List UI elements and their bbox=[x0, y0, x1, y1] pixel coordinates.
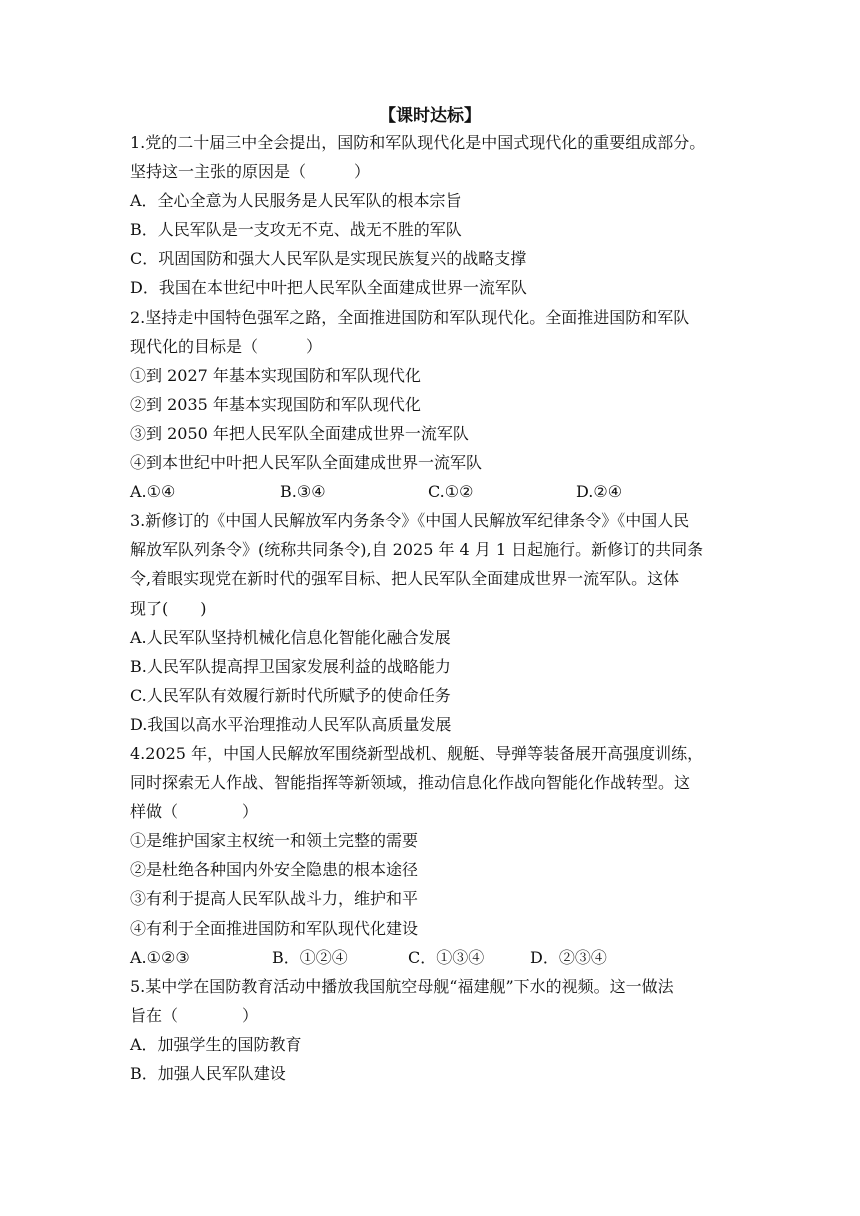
q3-option-b: B.人民军队提高捍卫国家发展利益的战略能力 bbox=[130, 656, 451, 676]
q4-statement-2: ②是杜绝各种国内外安全隐患的根本途径 bbox=[130, 860, 419, 880]
q5-stem-line-1: 5.某中学在国防教育活动中播放我国航空母舰“福建舰”下水的视频。这一做法 bbox=[130, 976, 674, 996]
q3-option-c: C.人民军队有效履行新时代所赋予的使命任务 bbox=[130, 685, 451, 705]
q4-stem-line-3: 样做（ ） bbox=[130, 802, 259, 822]
q3-stem-line-2: 解放军队列条令》(统称共同条令),自 2025 年 4 月 1 日起施行。新修订的共同条 bbox=[130, 540, 704, 560]
q4-option-d: D．②③④ bbox=[530, 947, 607, 967]
q4-option-b: B．①②④ bbox=[272, 947, 348, 967]
q4-stem-line-2: 同时探索无人作战、智能指挥等新领域，推动信息化作战向智能化作战转型。这 bbox=[130, 773, 691, 793]
q2-statement-3: ③到 2050 年把人民军队全面建成世界一流军队 bbox=[130, 423, 469, 443]
q2-statement-2: ②到 2035 年基本实现国防和军队现代化 bbox=[130, 394, 421, 414]
q5-option-a: A．加强学生的国防教育 bbox=[130, 1034, 302, 1054]
q4-options bbox=[130, 943, 740, 972]
q4-option-c: C．①③④ bbox=[408, 947, 485, 967]
page-title: 【课时达标】 bbox=[379, 106, 481, 126]
q4-option-a: A.①②③ bbox=[130, 947, 190, 967]
q2-option-b: B.③④ bbox=[280, 482, 326, 502]
q2-stem-line-2: 现代化的目标是（ ） bbox=[130, 336, 323, 356]
q2-stem-line-1: 2.坚持走中国特色强军之路，全面推进国防和军队现代化。全面推进国防和军队 bbox=[130, 307, 690, 327]
q5-option-b: B．加强人民军队建设 bbox=[130, 1064, 286, 1083]
q1-stem-line-2: 坚持这一主张的原因是（ ） bbox=[130, 162, 371, 182]
q1-stem-line-1: 1.党的二十届三中全会提出，国防和军队现代化是中国式现代化的重要组成部分。 bbox=[130, 133, 706, 152]
q3-option-a: A.人民军队坚持机械化信息化智能化融合发展 bbox=[130, 627, 451, 647]
q2-option-a: A.①④ bbox=[130, 482, 176, 502]
q3-stem-line-4: 现了( ) bbox=[130, 598, 207, 618]
q1-option-d: D．我国在本世纪中叶把人民军队全面建成世界一流军队 bbox=[130, 278, 527, 298]
q1-option-a: A．全心全意为人民服务是人民军队的根本宗旨 bbox=[130, 191, 462, 211]
question-content bbox=[130, 128, 740, 1088]
q2-option-c: C.①② bbox=[428, 482, 474, 502]
q5-stem-line-2: 旨在（ ） bbox=[130, 1005, 259, 1025]
q2-statement-4: ④到本世纪中叶把人民军队全面建成世界一流军队 bbox=[130, 453, 483, 473]
q1-option-b: B．人民军队是一支攻无不克、战无不胜的军队 bbox=[130, 220, 462, 240]
q3-option-d: D.我国以高水平治理推动人民军队高质量发展 bbox=[130, 714, 452, 734]
q2-options bbox=[130, 477, 740, 506]
q2-statement-1: ①到 2027 年基本实现国防和军队现代化 bbox=[130, 365, 421, 385]
q1-option-c: C．巩固国防和强大人民军队是实现民族复兴的战略支撑 bbox=[130, 249, 527, 269]
q4-statement-1: ①是维护国家主权统一和领土完整的需要 bbox=[130, 831, 419, 851]
q4-statement-4: ④有利于全面推进国防和军队现代化建设 bbox=[130, 918, 419, 938]
q4-stem-line-1: 4.2025 年，中国人民解放军围绕新型战机、舰艇、导弹等装备展开高强度训练， bbox=[130, 743, 704, 763]
q2-option-d: D.②④ bbox=[576, 482, 623, 502]
q3-stem-line-1: 3.新修订的《中国人民解放军内务条令》《中国人民解放军纪律条令》《中国人民 bbox=[130, 511, 690, 531]
q3-stem-line-3: 令,着眼实现党在新时代的强军目标、把人民军队全面建成世界一流军队。这体 bbox=[130, 569, 680, 589]
q4-statement-3: ③有利于提高人民军队战斗力，维护和平 bbox=[130, 889, 419, 909]
